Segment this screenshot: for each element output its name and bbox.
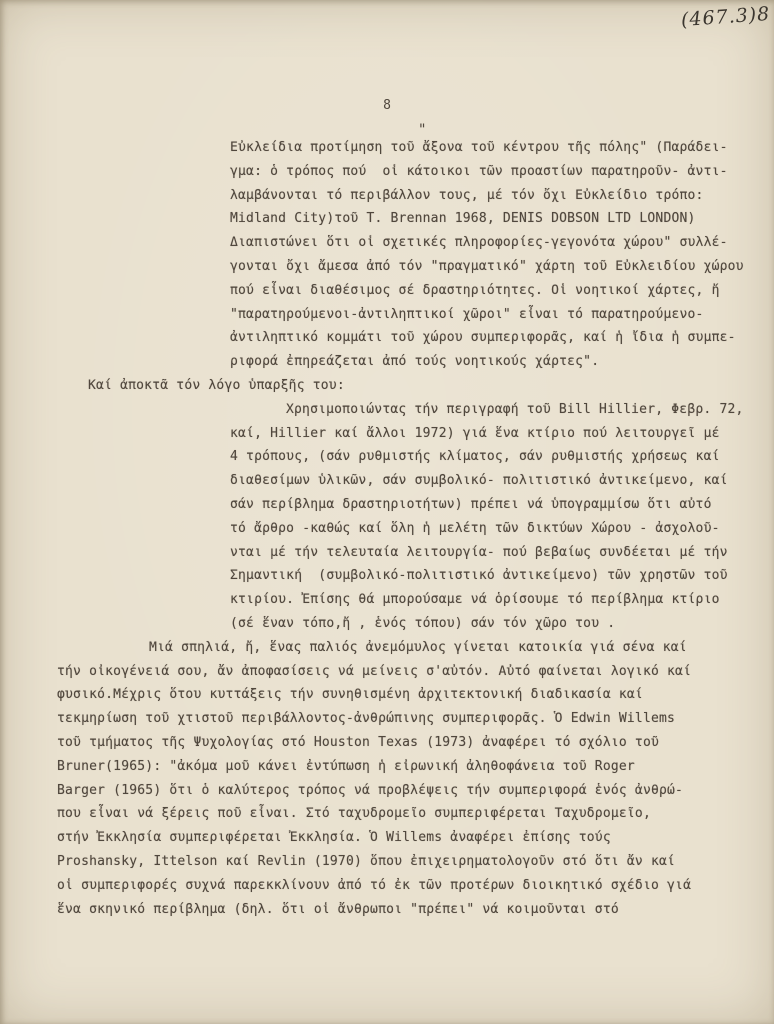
quoted-passage-2: [230, 398, 744, 636]
page-number: 8: [383, 98, 391, 113]
text-line: καί, Hillier καί ἄλλοι 1972) γιά ἕνα κτίριο πού λειτουργεῖ μέ: [230, 425, 720, 441]
text-line: τοῦ τμήματος τῆς Ψυχολογίας στό Houston Texas (1973) ἀναφέρει τό σχόλιο τοῦ: [57, 734, 659, 750]
text-line: ἕνα σκηνικό περίβλημα (δηλ. ὅτι οἱ ἄνθρωποι "πρέπει" νά κοιμοῦνται στό: [57, 901, 619, 917]
text-line: στήν Ἐκκλησία συμπεριφέρεται Ἐκκλησία. Ὁ Willems ἀναφέρει ἐπίσης τούς: [57, 830, 611, 846]
text-line: Midland City)τοῦ T. Brennan 1968, DENIS DOBSON LTD LONDON): [230, 211, 696, 227]
body-paragraph: [57, 636, 719, 922]
text-line: Εὐκλείδια προτίμηση τοῦ ἄξονα τοῦ κέντρου τῆς πόλης" (Παράδει-: [230, 140, 728, 155]
text-line: Καί ἀποκτᾶ τόν λόγο ὑπαρξῆς του:: [88, 377, 345, 393]
text-line: που εἶναι νά ξέρεις ποῦ εἶναι. Στό ταχυδρομεῖο συμπεριφέρεται Ταχυδρομεῖο,: [57, 806, 651, 822]
text-line: Μιά σπηλιά, ἤ, ἕνας παλιός ἀνεμόμυλος γίνεται κατοικία γιά σένα καί: [149, 639, 687, 655]
text-line: Χρησιμοποιώντας τήν περιγραφή τοῦ Bill Hillier, Φεβρ. 72,: [286, 401, 744, 417]
handwritten-annotation: (467.3)8: [680, 2, 771, 32]
text-line: λαμβάνονται τό περιβάλλον τους, μέ τόν ὄχι Εὐκλείδιο τρόπο:: [230, 187, 704, 203]
text-line: Barger (1965) ὅτι ὁ καλύτερος τρόπος νά προβλέψεις τήν συμπεριφορά ἑνός ἀνθρώ-: [57, 782, 684, 798]
text-line: 4 τρόπους, (σάν ρυθμιστής κλίματος, σάν ρυθμιστής χρήσεως καί: [230, 449, 720, 465]
text-line: ἀντιληπτικό κομμάτι τοῦ χώρου συμπεριφορᾶς, καί ἡ ἴδια ἡ συμπε-: [230, 330, 736, 346]
text-line: οἱ συμπεριφορές συχνά παρεκκλίνουν ἀπό τό ἐκ τῶν προτέρων διοικητικό σχέδιο γιά: [57, 877, 692, 893]
text-line: Proshansky, Ittelson καί Revlin (1970) ὅπου ἐπιχειρηματολογοῦν στό ὅτι ἄν καί: [57, 853, 676, 869]
text-line: Σημαντική (συμβολικό-πολιτιστικό ἀντικείμενο) τῶν χρηστῶν τοῦ: [230, 568, 728, 584]
text-line: (σέ ἕναν τόπο,ἤ , ἑνός τόπου) σάν τόν χῶρο του .: [230, 615, 616, 631]
text-line: φυσικό.Μέχρις ὅτου κυττάξεις τήν συνηθισμένη ἀρχιτεκτονική διαδικασία καί: [57, 687, 643, 703]
text-line: Διαπιστώνει ὅτι οἱ σχετικές πληροφορίες-γεγονότα χώρου" συλλέ-: [230, 235, 728, 251]
text-line: τό ἄρθρο -καθώς καί ὅλη ἡ μελέτη τῶν δικτύων Χώρου - ἀσχολοῦ-: [230, 520, 720, 536]
text-line: ριφορά ἐπηρεάζεται ἀπό τούς νοητικούς χάρτες".: [230, 354, 600, 370]
quoted-passage-1: [230, 136, 744, 374]
text-line: "παρατηρούμενοι-ἀντιληπτικοί χῶροι" εἶναι τό παρατηρούμενο-: [230, 306, 704, 322]
text-line: κτιρίου. Ἐπίσης θά μπορούσαμε νά ὁρίσουμε τό περίβλημα κτίριο: [230, 592, 720, 608]
text-line: τεκμηρίωση τοῦ χτιστοῦ περιβάλλοντος-ἀνθρώπινης συμπεριφορᾶς. Ὁ Edwin Willems: [57, 711, 676, 727]
text-line: τήν οἰκογένειά σου, ἄν ἀποφασίσεις νά μείνεις σ'αὐτόν. Αὐτό φαίνεται λογικό καί: [57, 663, 692, 679]
stray-quote-mark: ": [418, 122, 427, 138]
text-line: διαθεσίμων ὑλικῶν, σάν συμβολικό- πολιτιστικό ἀντικείμενο, καί: [230, 473, 728, 489]
text-line: νται μέ τήν τελευταία λειτουργία- πού βεβαίως συνδέεται μέ τήν: [230, 544, 728, 560]
text-line: γμα: ὁ τρόπος πού οἱ κάτοικοι τῶν προαστίων παρατηροῦν- ἀντι-: [230, 163, 728, 179]
connector-line: [88, 374, 719, 398]
text-line: Bruner(1965): "ἀκόμα μοῦ κάνει ἐντύπωση ἡ εἰρωνική ἀληθοφάνεια τοῦ Roger: [57, 758, 635, 774]
text-line: σάν περίβλημα δραστηριοτήτων) πρέπει νά ὑπογραμμίσω ὅτι αὐτό: [230, 496, 712, 512]
typewritten-text: [57, 136, 744, 921]
text-line: γονται ὄχι ἄμεσα ἀπό τόν "πραγματικό" χάρτη τοῦ Εὐκλειδίου χώρου: [230, 258, 744, 274]
text-line: πού εἶναι διαθέσιμος σέ δραστηριότητες. Οἱ νοητικοί χάρτες, ἤ: [230, 282, 720, 298]
